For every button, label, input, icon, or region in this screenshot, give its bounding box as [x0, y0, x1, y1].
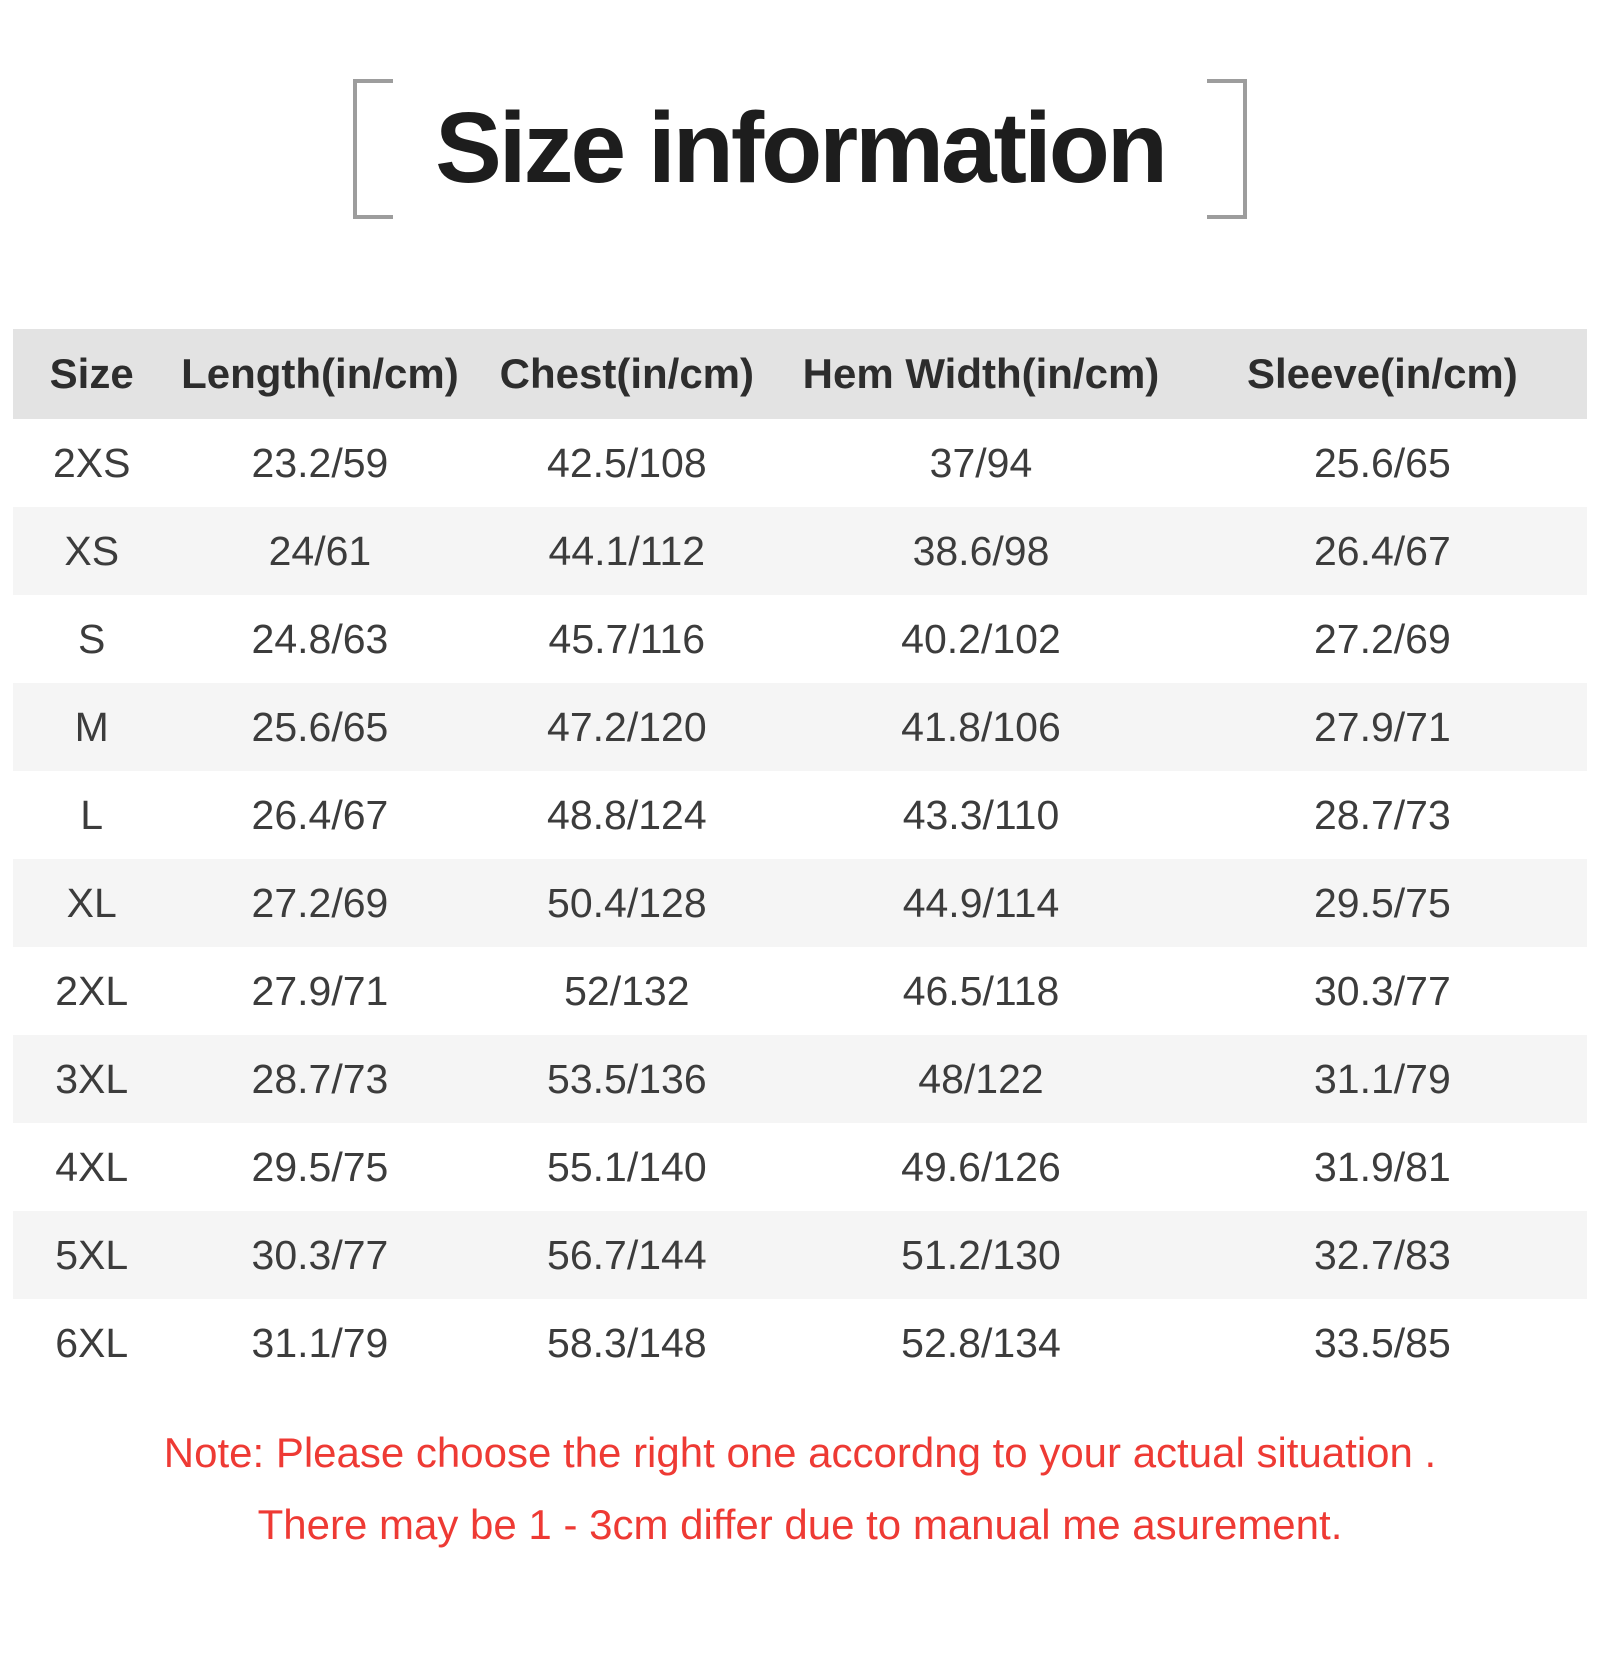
column-header-length-in-cm: Length(in/cm) — [170, 329, 469, 419]
page-title: Size information — [435, 92, 1165, 204]
column-header-chest-in-cm: Chest(in/cm) — [469, 329, 784, 419]
size-cell: M — [74, 703, 109, 750]
measurement-cell: 31.9/81 — [1313, 1143, 1451, 1190]
measurement-cell: 32.7/83 — [1313, 1231, 1451, 1278]
measurement-cell: 41.8/106 — [901, 703, 1061, 750]
measurement-cell: 40.2/102 — [901, 615, 1061, 662]
table-row — [13, 859, 1587, 947]
measurement-cell: 48.8/124 — [547, 791, 707, 838]
measurement-cell: 52/132 — [564, 967, 690, 1014]
measurement-cell: 48/122 — [918, 1055, 1044, 1102]
measurement-cell: 27.2/69 — [251, 879, 389, 926]
column-header-hem-width-in-cm: Hem Width(in/cm) — [784, 329, 1178, 419]
note-line-2: There may be 1 - 3cm differ due to manual me asurement. — [257, 1501, 1343, 1548]
size-cell: L — [80, 791, 104, 838]
measurement-cell: 52.8/134 — [901, 1319, 1061, 1366]
measurement-cell: 42.5/108 — [547, 439, 707, 486]
measurement-cell: 45.7/116 — [548, 615, 706, 662]
measurement-cell: 28.7/73 — [251, 1055, 389, 1102]
note-section — [0, 1429, 1600, 1549]
measurement-cell: 44.9/114 — [902, 879, 1060, 926]
measurement-cell: 51.2/130 — [901, 1231, 1061, 1278]
measurement-cell: 27.9/71 — [1313, 703, 1451, 750]
measurement-cell: 27.2/69 — [1313, 615, 1451, 662]
measurement-cell: 26.4/67 — [1313, 527, 1451, 574]
measurement-cell: 24.8/63 — [251, 615, 389, 662]
column-header-size: Size — [13, 329, 170, 419]
size-table — [13, 329, 1587, 1387]
measurement-cell: 30.3/77 — [1313, 967, 1451, 1014]
measurement-cell: 25.6/65 — [251, 703, 389, 750]
measurement-cell: 43.3/110 — [902, 791, 1060, 838]
size-cell: XS — [64, 527, 120, 574]
measurement-cell: 44.1/112 — [548, 527, 706, 574]
size-chart-page — [0, 76, 1600, 1549]
measurement-cell: 50.4/128 — [547, 879, 707, 926]
measurement-cell: 26.4/67 — [251, 791, 389, 838]
table-row — [13, 1035, 1587, 1123]
column-header-sleeve-in-cm: Sleeve(in/cm) — [1178, 329, 1587, 419]
title-section — [0, 76, 1600, 221]
note-line-1: Note: Please choose the right one accordng to your actual situation . — [163, 1429, 1437, 1476]
table-row — [13, 595, 1587, 683]
measurement-cell: 46.5/118 — [902, 967, 1060, 1014]
measurement-cell: 47.2/120 — [547, 703, 707, 750]
measurement-cell: 55.1/140 — [547, 1143, 707, 1190]
table-row — [13, 1299, 1587, 1387]
measurement-cell: 53.5/136 — [547, 1055, 707, 1102]
measurement-cell: 31.1/79 — [251, 1319, 389, 1366]
size-cell: 3XL — [55, 1055, 129, 1102]
measurement-cell: 28.7/73 — [1313, 791, 1451, 838]
measurement-cell: 25.6/65 — [1313, 439, 1451, 486]
size-cell: 2XL — [55, 967, 129, 1014]
size-cell: S — [78, 615, 106, 662]
table-row — [13, 947, 1587, 1035]
table-row — [13, 507, 1587, 595]
table-header-row — [13, 329, 1587, 419]
table-row — [13, 419, 1587, 507]
measurement-cell: 38.6/98 — [912, 527, 1050, 574]
size-cell: XL — [66, 879, 117, 926]
measurement-cell: 29.5/75 — [251, 1143, 389, 1190]
measurement-cell: 33.5/85 — [1313, 1319, 1451, 1366]
measurement-cell: 27.9/71 — [251, 967, 389, 1014]
measurement-cell: 37/94 — [929, 439, 1033, 486]
measurement-cell: 23.2/59 — [251, 439, 389, 486]
table-row — [13, 1211, 1587, 1299]
left-bracket-decoration — [353, 79, 393, 219]
measurement-cell: 49.6/126 — [901, 1143, 1061, 1190]
table-row — [13, 1123, 1587, 1211]
measurement-cell: 31.1/79 — [1313, 1055, 1451, 1102]
right-bracket-decoration — [1207, 79, 1247, 219]
measurement-cell: 24/61 — [268, 527, 372, 574]
table-row — [13, 683, 1587, 771]
measurement-cell: 56.7/144 — [547, 1231, 707, 1278]
size-cell: 6XL — [55, 1319, 129, 1366]
size-cell: 5XL — [55, 1231, 129, 1278]
size-cell: 2XS — [52, 439, 131, 486]
measurement-cell: 30.3/77 — [251, 1231, 389, 1278]
measurement-cell: 29.5/75 — [1313, 879, 1451, 926]
measurement-cell: 58.3/148 — [547, 1319, 707, 1366]
table-row — [13, 771, 1587, 859]
table-body — [13, 419, 1587, 1387]
size-cell: 4XL — [55, 1143, 129, 1190]
